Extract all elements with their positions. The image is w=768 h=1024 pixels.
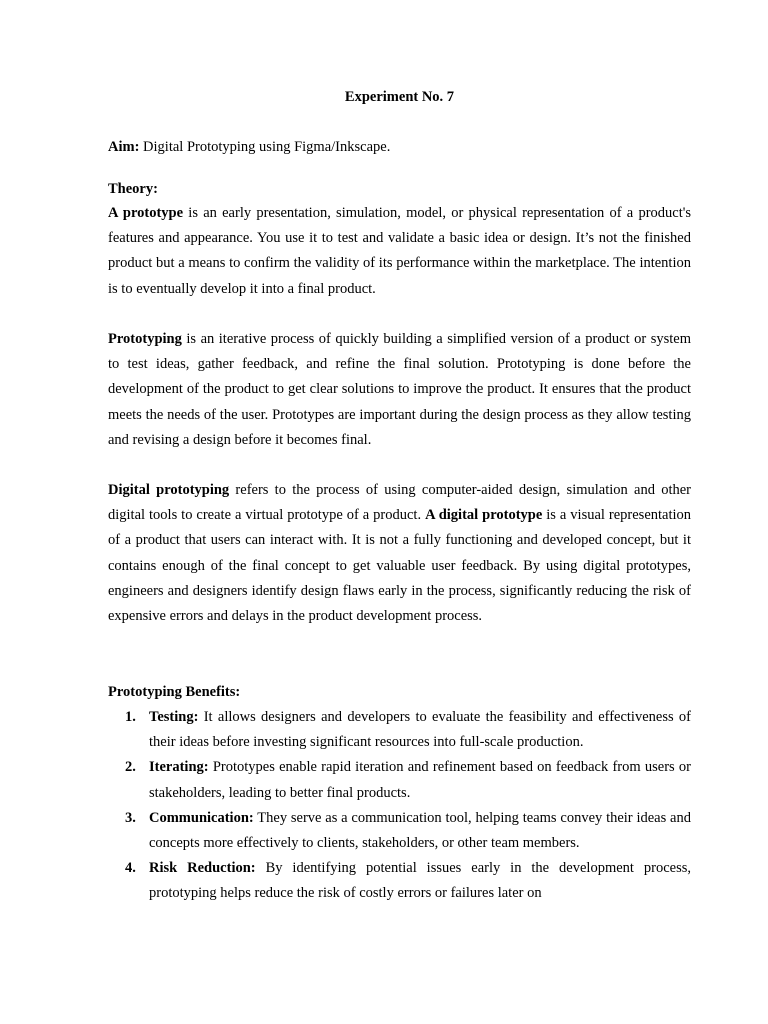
paragraph-text: is an early presentation, simulation, model, or physical representation of a product's features and appearance. You use it to test and validate a basic idea or design. It’s not the finished product but a means to confirm the validity of its performance within the marketplace. The intention is to eventually develop it into a final product.: [108, 205, 691, 297]
benefits-list: [108, 705, 691, 907]
page-title: Experiment No. 7: [344, 89, 455, 105]
paragraph-text: refers to the process of using computer-aided design, simulation and other digital tools to create a virtual prototype of a product.: [108, 482, 691, 524]
paragraph-bold-mid: A digital prototype: [425, 507, 543, 524]
paragraph-text: is an iterative process of quickly building a simplified version of a product or system to test ideas, gather feedback, and refine the final solution. Prototyping is done before the development of the product to get clear solutions to improve the product. It ensures that the product meets the needs of the user. Prototypes are important during the design process as they allow testing and revising a design before it becomes final.: [108, 331, 691, 448]
paragraph-prototyping: [108, 327, 691, 453]
list-item-text: By identifying potential issues early in the development process, prototyping helps reduce the risk of costly errors or failures later on: [149, 860, 691, 902]
paragraph-bold-lead: A prototype: [108, 205, 184, 221]
list-item-label: Iterating:: [149, 759, 209, 776]
paragraph-bold-lead: Digital prototyping: [108, 482, 230, 498]
aim-line: [108, 137, 691, 157]
aim-text: Digital Prototyping using Figma/Inkscape.: [139, 139, 391, 155]
paragraph-prototype: [108, 201, 691, 302]
theory-heading: Theory:: [108, 181, 158, 197]
list-item-label: Testing:: [149, 709, 199, 725]
list-item-number: 3.: [125, 809, 136, 826]
benefits-heading: Prototyping Benefits:: [108, 684, 241, 700]
list-item-number: 1.: [125, 709, 136, 725]
list-item-label: Communication:: [149, 809, 254, 826]
list-item-text: It allows designers and developers to evaluate the feasibility and effectiveness of their ideas before investing significant resources into full-scale production.: [149, 709, 691, 751]
list-item: [108, 705, 691, 755]
list-item-number: 2.: [125, 759, 136, 776]
paragraph-text: is a visual representation of a product that users can interact with. It is not a fully functioning and developed concept, but it contains enough of the final concept to get valuable user feedback. By using digital prototypes, engineers and designers identify design flaws early in the process, significantly reducing the risk of expensive errors and delays in the product development process.: [108, 507, 692, 625]
document-page: [108, 0, 691, 1024]
list-item-label: Risk Reduction:: [149, 860, 256, 877]
paragraph-bold-lead: Prototyping: [108, 331, 182, 347]
list-item-number: 4.: [125, 860, 136, 877]
paragraph-digital-prototyping: [108, 478, 691, 629]
list-item: [108, 856, 691, 906]
list-item-text: They serve as a communication tool, helping teams convey their ideas and concepts more effectively to clients, stakeholders, or other team members.: [149, 809, 691, 852]
aim-label: Aim:: [108, 139, 140, 155]
list-item: [108, 806, 691, 856]
list-item-text: Prototypes enable rapid iteration and refinement based on feedback from users or stakeholders, leading to better final products.: [149, 759, 691, 801]
list-item: [108, 755, 691, 805]
